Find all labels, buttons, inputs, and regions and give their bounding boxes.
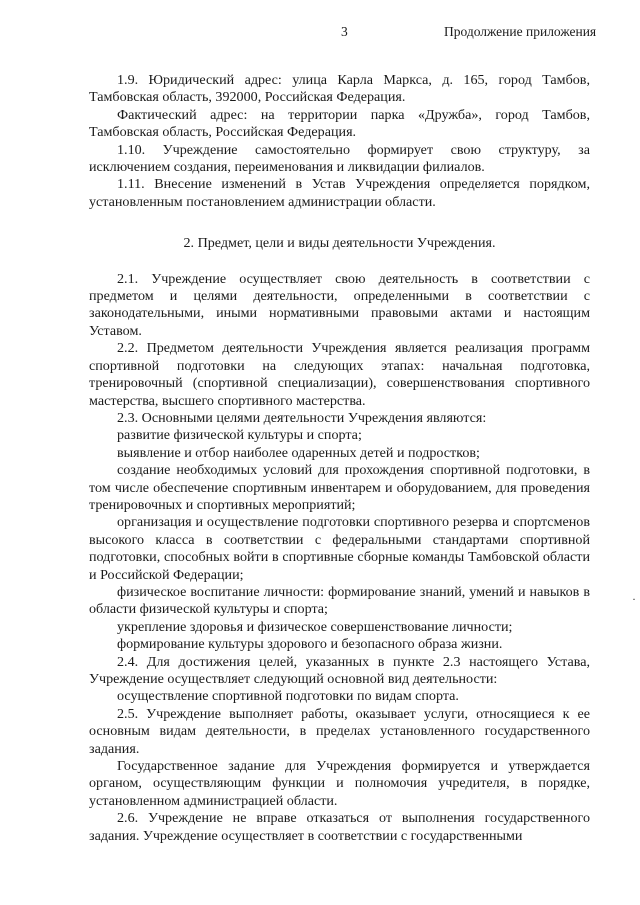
goal-item: развитие физической культуры и спорта;	[117, 427, 362, 444]
goal-item: организация и осуществление подготовки спортивного резерва и спортсменов высокого класса в соответствии с федеральными стандартами спортивной подготовки, способных войти в спортивные сборные команды Тамбовской области и Российской Федерации;	[89, 514, 590, 583]
paragraph-2-6: 2.6. Учреждение не вправе отказаться от выполнения государственного задания. Учреждение осуществляет в соответствии с государственными	[89, 810, 590, 844]
paragraph-1-10: 1.10. Учреждение самостоятельно формирует свою структуру, за исключением создания, переименования и ликвидации филиалов.	[89, 141, 590, 176]
paragraph-1-9: 1.9. Юридический адрес: улица Карла Маркса, д. 165, город Тамбов, Тамбовская область, 392000, Российская Федерация.	[89, 72, 590, 106]
goal-item: физическое воспитание личности: формирование знаний, умений и навыков в области физической культуры и спорта;	[89, 583, 590, 618]
page-number: 3	[341, 24, 348, 39]
goal-item: формирование культуры здорового и безопасного образа жизни.	[117, 636, 503, 653]
goal-item: выявление и отбор наиболее одаренных детей и подростков;	[117, 444, 480, 461]
scan-speck: ·	[632, 592, 636, 606]
paragraph-state-assignment: Государственное задание для Учреждения формируется и утверждается органом, осуществляющим функции и полномочия учредителя, в порядке, установленном администрацией области.	[89, 758, 590, 809]
paragraph-1-11: 1.11. Внесение изменений в Устав Учреждения определяется порядком, установленным постановлением администрации области.	[89, 176, 590, 210]
section-title: 2. Предмет, цели и виды деятельности Учреждения.	[183, 235, 496, 252]
document-body	[89, 72, 590, 845]
goal-item: укрепление здоровья и физическое совершенствование личности;	[117, 618, 513, 635]
goal-item: создание необходимых условий для прохождения спортивной подготовки, в том числе обеспечение спортивным инвентарем и оборудованием, для проведения тренировочных и спортивных мероприятий;	[89, 462, 590, 513]
continuation-label: Продолжение приложения	[444, 24, 597, 39]
paragraph-2-3: 2.3. Основными целями деятельности Учреждения являются:	[117, 409, 487, 426]
paragraph-2-4: 2.4. Для достижения целей, указанных в пункте 2.3 настоящего Устава, Учреждение осуществляет следующий основной вид деятельности:	[89, 653, 590, 687]
paragraph-actual-address: Фактический адрес: на территории парка «Дружба», город Тамбов, Тамбовская область, Российская Федерация.	[89, 106, 590, 141]
paragraph-2-2: 2.2. Предметом деятельности Учреждения является реализация программ спортивной подготовки на следующих этапах: начальная подготовка, тренировочный (спортивной специализации), совершенствования спортивного мастерства, высшего спортивного мастерства.	[89, 340, 590, 409]
paragraph-2-1: 2.1. Учреждение осуществляет свою деятельность в соответствии с предметом и целями деятельности, определенными в соответствии с законодательными, иными нормативными правовыми актами и настоящим Уставом.	[89, 270, 590, 339]
activity-item: осуществление спортивной подготовки по видам спорта.	[117, 688, 459, 705]
paragraph-2-5: 2.5. Учреждение выполняет работы, оказывает услуги, относящиеся к ее основным видам деятельности, в пределах установленного государственного задания.	[89, 705, 590, 757]
